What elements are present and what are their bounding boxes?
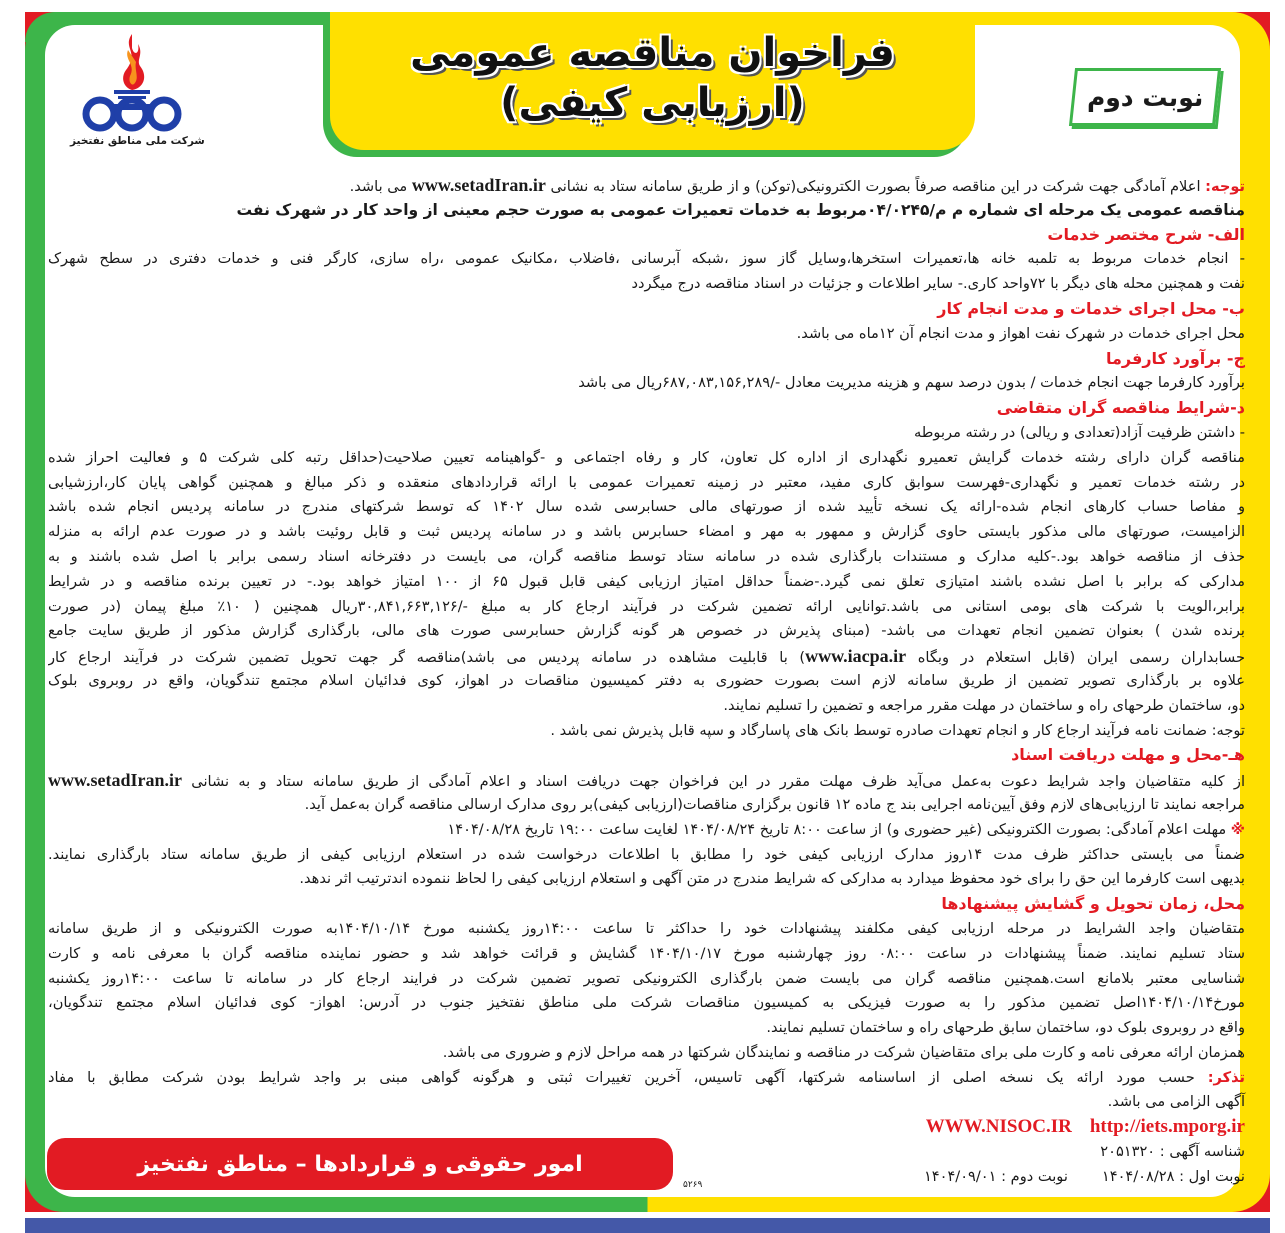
line-text: محل اجرای خدمات در شهرک نفت اهواز و مدت انجام آن ۱۲ماه می باشد. [796, 324, 1245, 342]
line-text: از کلیه متقاضیان واجد شرایط دعوت به‌عمل می‌آید ظرف مهلت مقرر در این فراخوان جهت دریافت اسناد و اعلام آمادگی از طریق سامانه ستاد و به نشانی [182, 773, 1245, 791]
text-line [48, 768, 1245, 793]
section-heading: ب- محل اجرای خدمات و مدت انجام کار [937, 298, 1245, 318]
text-line [48, 694, 1245, 719]
department-banner [47, 1138, 673, 1190]
line-text: - انجام خدمات مربوط به تلمبه خانه ها،تعمیرات استخرها،وسایل گاز سوز ،شبکه آبرسانی ،فاضلاب ،مکانیک عمومی ،راه سازی، کارگر فنی و خدمات دفتری در سطح شهرک [48, 250, 1245, 268]
page-title: فراخوان مناقصه عمومی [410, 30, 895, 76]
text-line [48, 793, 1245, 818]
line-text: نفت و همچنین محله های دیگر با ۷۲واحد کاری.- سایر اطلاعات و جزئیات در اسناد مناقصه درج میگردد [631, 275, 1245, 293]
text-line [48, 322, 1245, 347]
line-text: ) با قابلیت مشاهده در سامانه پردیس می باشد)مناقصه گر جهت تحویل تضمین شرکت در فرآیند ارجاع کار [48, 649, 806, 667]
line-text: برنده شدن ) بعنوان تضمین انجام تعهدات می باشد- (مبنای پذیرش در خصوص هر گونه گزارش حسابرسی صورت های مالی، بارگذاری گزارش مذکور از طریق سایت جامع [48, 622, 1245, 640]
section-heading: د-شرایط مناقصه گران متقاضی [996, 398, 1245, 418]
text-line [48, 843, 1245, 868]
company-logo [70, 30, 205, 155]
text-line [48, 619, 1245, 644]
text-line [48, 272, 1245, 297]
text-line [48, 967, 1245, 992]
text-line [48, 471, 1245, 496]
text-line [48, 595, 1245, 620]
logo-caption: شرکت ملی مناطق نفتخیز [70, 135, 205, 147]
text-line [48, 991, 1245, 1016]
section-heading: الف- شرح مختصر خدمات [1047, 224, 1245, 244]
page-subtitle: (ارزیابی کیفی) [500, 80, 805, 126]
line-text: بدیهی است کارفرما این حق را برای خود محفوظ میدارد به مدارکی که شرایط مندرج در متن آگهی و استعلام ارزیابی کیفی را لحاظ ننموده اندترتیب اثر ندهد. [299, 870, 1245, 888]
text-line [48, 1090, 1245, 1115]
line-text: برابر،الویت با شرکت های بومی استانی می باشد.توانایی ارائه تضمین شرکت در فرآیند ارجاع کار به مبلغ -/۳۰,۸۴۱,۶۶۳,۱۲۶ریال همچنین ( ۱۰٪ مبلغ پیمان (در صورت [48, 597, 1245, 615]
asterisk-icon: ※ [1230, 820, 1245, 838]
text-line [48, 1041, 1245, 1066]
text-line [48, 371, 1245, 396]
title-banner [330, 12, 975, 150]
text-line [48, 818, 1245, 843]
ad-code: ۵۲۶۹ [683, 1180, 703, 1190]
text-line [48, 545, 1245, 570]
text-line [48, 570, 1245, 595]
department-name: امور حقوقی و قراردادها – مناطق نفتخیز [137, 1151, 583, 1177]
text-line [48, 247, 1245, 272]
text-line [48, 719, 1245, 744]
line-text: علاوه بر بارگذاری تصویر تضمین از طریق سامانه لازم است بصورت حضوری به دفتر کمیسیون مناقصات در اهواز، کوی فدائیان اسلام مجتمع تندگویان، واقع در روبروی بلوک [48, 671, 1245, 689]
ad-id: شناسه آگهی : ۲۰۵۱۳۲۰ [1100, 1143, 1245, 1161]
text-line [48, 446, 1245, 471]
text-line [48, 917, 1245, 942]
ad-text [48, 173, 1245, 1190]
line-text: دو، ساختمان طرحهای راه و ساختمان در مهلت مقرر مراجعه و تضمین را تسلیم نمایند. [723, 696, 1245, 714]
text-line [48, 1066, 1245, 1091]
text-line [48, 669, 1245, 694]
text-line [48, 1016, 1245, 1041]
section-heading: هـ-محل و مهلت دریافت اسناد [1011, 745, 1245, 765]
line-text: - داشتن ظرفیت آزاد(تعدادی و ریالی) در رشته مربوطه [913, 423, 1245, 441]
text-line [48, 867, 1245, 892]
line-text: همزمان ارائه معرفی نامه و کارت ملی برای متقاضیان شرکت در مناقصه و نمایندگان شرکتها در همه مراحل لازم و ضروری می باشد. [442, 1043, 1245, 1061]
text-line [48, 421, 1245, 446]
notice-text: اعلام آمادگی جهت شرکت در این مناقصه صرفاً بصورت الکترونیکی(توکن) و از طریق سامانه ستاد به نشانی [545, 178, 1206, 195]
line-text: مهلت اعلام آمادگی: بصورت الکترونیکی (غیر حضوری و) از ساعت ۸:۰۰ تاریخ ۱۴۰۴/۰۸/۲۴ لغایت ساعت ۱۹:۰۰ تاریخ ۱۴۰۴/۰۸/۲۸ [447, 820, 1231, 838]
text-line [48, 942, 1245, 967]
line-text: شناسایی معتبر بلامانع است.همچنین مناقصه گران می بایست ضمن بارگذاری الکترونیکی تصویر تضمین شرکت در فرایند ارجاع کار در سامانه تا ساعت ۱۴:۰۰روز یکشنبه [48, 969, 1245, 987]
first-run-date: نوبت اول : ۱۴۰۴/۰۸/۲۸ [1101, 1167, 1245, 1185]
section-heading: محل، زمان تحویل و گشایش پیشنهادها [941, 894, 1245, 914]
line-text: متقاضیان واجد الشرایط در مرحله ارزیابی کیفی مکلفند پیشنهادات خود را حداکثر تا ساعت ۱۴:۰۰روز یکشنبه مورخ ۱۴۰۴/۱۰/۱۴به صورت الکترونیکی و از طریق سامانه [48, 919, 1245, 937]
reminder-label: تذکر: [1207, 1068, 1245, 1086]
iets-link[interactable]: http://iets.mporg.ir [1089, 1116, 1245, 1138]
line-text: ضمناً می بایستی حداکثر ظرف مدت ۱۴روز مدارک ارزیابی کیفی خود را مطابق با اطلاعات درخواست شده در استعلام ارزیابی کیفی از طریق سامانه ستاد بارگذاری نمایند. [48, 845, 1245, 863]
line-text: و مفاصا حساب کارهای انجام شده-ارائه یک نسخه تأیید شده از صورتهای مالی حسابرسی شده سال ۱۴۰۲ که توسط شرکتهای مندرج در سامانه پردیس انجام شده باشد [48, 498, 1245, 516]
line-text: مراجعه نمایند تا ارزیابی‌های لازم وفق آیین‌نامه اجرایی بند ج ماده ۱۲ قانون برگزاری مناقصات(ارزیابی کیفی)بر روی مدارک ارسالی مناقصه گران به‌عمل آید. [304, 795, 1245, 813]
line-text: حذف از مناقصه خواهد بود.-کلیه مدارک و مستندات بارگذاری شده در سامانه ستاد توسط مناقصه گران، می بایست در دفترخانه اسناد رسمی برابر با اصل شده باشند و به [48, 547, 1245, 565]
line-text: واقع در روبروی بلوک دو، ساختمان سابق طرحهای راه و ساختمان تسلیم نمایند. [766, 1019, 1245, 1037]
line-text: برآورد کارفرما جهت انجام خدمات / بدون درصد سهم و هزینه مدیریت معادل -/۶۸۷,۰۸۳,۱۵۶,۲۸۹ریال می باشد [578, 374, 1245, 392]
notice-suffix: می باشد. [349, 178, 412, 195]
notice-line [48, 173, 1245, 198]
nisoc-link[interactable]: WWW.NISOC.IR [925, 1116, 1072, 1138]
footer-links [48, 1115, 1245, 1140]
line-text: الزامیست، صورتهای مالی مذکور بایستی حاوی گزارش و ممهور به مهر و امضاء حسابرس باشد و در سامانه پردیس ثبت و قابل روئیت باشد و در صورت عدم ارائه به منزله [48, 523, 1245, 541]
second-run-date: نوبت دوم : ۱۴۰۴/۰۹/۰۱ [923, 1167, 1068, 1185]
text-line [48, 495, 1245, 520]
section-heading: ج- برآورد کارفرما [1106, 348, 1245, 368]
line-text: حسب مورد ارائه یک نسخه اصلی از اساسنامه شرکتها، آگهی تاسیس، آخرین تغییرات ثبتی و هرگونه گواهی مبنی بر واجد شرایط بودن شرکت مطابق با مفاد [48, 1068, 1208, 1086]
line-text: مناقصه گران دارای رشته خدمات گرایش تعمیرو نگهداری از اداره کل تعاون، کار و رفاه اجتماعی و -گواهینامه تعیین صلاحیت(حداقل رتبه کلی شرکت ۵ و فعالیت احراز شده [48, 448, 1245, 466]
setad-link[interactable]: www.setadIran.ir [411, 175, 546, 195]
run-badge [1069, 68, 1221, 126]
line-text: ستاد تسلیم نمایند. ضمناً پیشنهادات در ساعت ۰۸:۰۰ روز چهارشنبه مورخ ۱۴۰۴/۱۰/۱۷ گشایش و قرائت خواهد شد و حضور نماینده مناقصه گران با معرفی نامه و کارت [48, 944, 1245, 962]
bottom-bar [25, 1218, 1270, 1233]
nioc-logo-icon [70, 30, 195, 135]
line-text: در رشته خدمات تعمیر و نگهداری-فهرست سوابق کاری مفید، معتبر در زمینه تعمیرات عمومی با ارائه قراردادهای منعقده و ذکر مبالغ و همچنین گواهی پایان کار،ارزشیابی [48, 473, 1245, 491]
line-text: توجه: ضمانت نامه فرآیند ارجاع کار و انجام تعهدات صادره توسط بانک های پاسارگاد و سپه قابل پذیرش نمی باشد . [550, 721, 1245, 739]
run-badge-label: نوبت دوم [1086, 82, 1204, 112]
line-text: مدارکی که برابر با اصل نشده باشند امتیازی تعلق نمی گیرد.-ضمناً حداقل امتیاز ارزیابی کیفی قابل قبول ۶۵ از ۱۰۰ امتیاز خواهد بود.- در تعیین برنده مناقصه و در شرایط [48, 572, 1245, 590]
line-text: مورخ۱۴۰۴/۱۰/۱۴اصل تضمین مذکور را به صورت فیزیکی به کمیسیون مناقصات شرکت ملی مناطق نفتخیز جنوب در آدرس: اهواز- کوی فدائیان اسلام مجتمع تندگویان، [48, 994, 1245, 1012]
line-text: حسابداران رسمی ایران (قابل استعلام در وبگاه [906, 649, 1245, 667]
website-link[interactable]: www.setadIran.ir [48, 770, 182, 791]
text-line [48, 520, 1245, 545]
line-text: آگهی الزامی می باشد. [1107, 1093, 1245, 1111]
notice-label: توجه: [1205, 178, 1245, 195]
sections [48, 223, 1245, 1116]
text-line [48, 644, 1245, 669]
website-link[interactable]: www.iacpa.ir [805, 646, 907, 667]
tender-title: مناقصه عمومی یک مرحله ای شماره م م/۰۴/۰۲۴۵مربوط به خدمات تعمیرات عمومی به صورت حجم معینی از واحد کار در شهرک نفت [236, 200, 1245, 219]
